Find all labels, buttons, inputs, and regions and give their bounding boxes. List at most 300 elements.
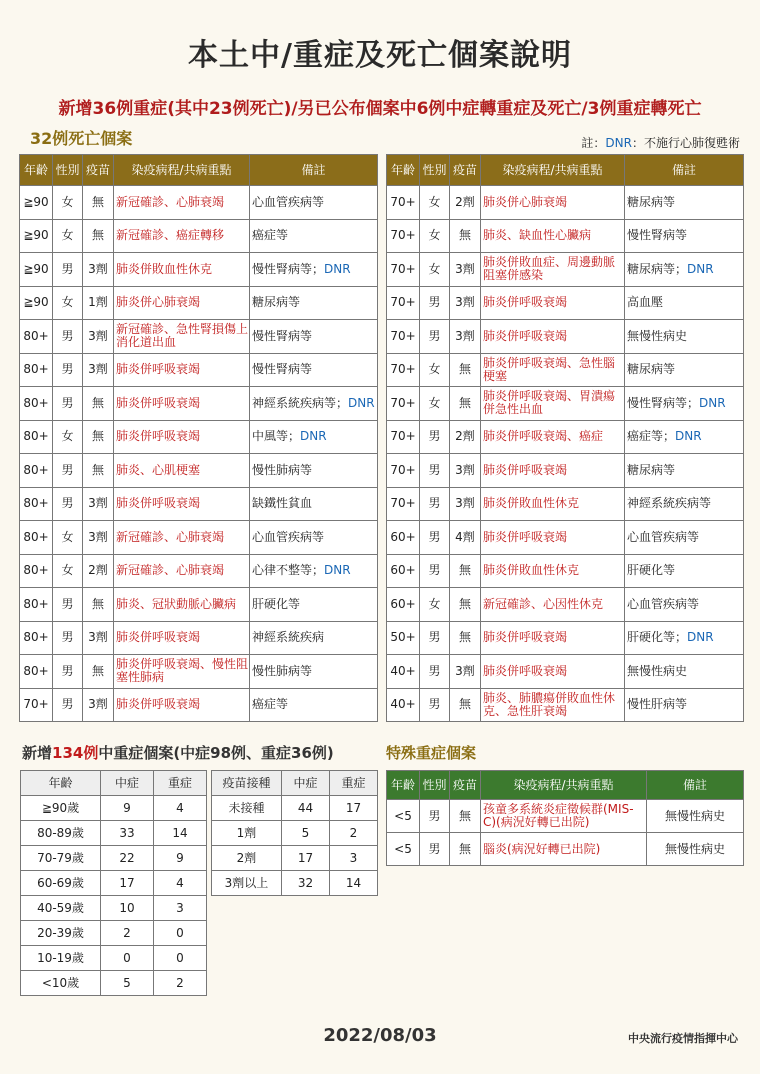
death-row (387, 219, 744, 253)
remark-text: 無慢性病史 (627, 663, 688, 678)
count-cell: 3 (154, 896, 207, 921)
header-sex: 性別 (53, 155, 83, 186)
header-course: 染疫病程/共病重點 (114, 155, 250, 186)
course-cell: 肺炎併呼吸衰竭、胃潰瘍併急性出血 (481, 387, 625, 421)
dnr-tag: DNR (324, 563, 351, 578)
count-cell: 0 (154, 921, 207, 946)
death-row (387, 454, 744, 488)
row-label-cell: 60-69歲 (21, 871, 101, 896)
remark-cell (250, 521, 378, 555)
remark-text: 糖尿病等 (627, 462, 676, 477)
special-row (387, 833, 744, 866)
sex-cell: 男 (53, 588, 83, 622)
count-cell: 32 (282, 871, 330, 896)
count-cell: 14 (330, 871, 378, 896)
remark-text: 心血管疾病等 (252, 529, 325, 544)
count-cell: 5 (101, 971, 154, 996)
sex-cell: 男 (420, 487, 450, 521)
death-row (20, 387, 378, 421)
sex-cell: 男 (53, 454, 83, 488)
count-cell: 0 (101, 946, 154, 971)
vaccine-cell: 3劑 (83, 253, 114, 287)
age-cell: 60+ (387, 521, 420, 555)
course-cell: 肺炎併呼吸衰竭 (114, 420, 250, 454)
header-sex: 性別 (420, 155, 450, 186)
page-title: 本土中/重症及死亡個案說明 (188, 38, 572, 73)
death-row (20, 420, 378, 454)
row-label-cell: 70-79歲 (21, 846, 101, 871)
course-cell: 肺炎併呼吸衰竭、急性腦梗塞 (481, 353, 625, 387)
vaccine-cell: 無 (83, 454, 114, 488)
vaccine-cell: 3劑 (83, 688, 114, 722)
age-cell: 70+ (387, 387, 420, 421)
header-course: 染疫病程/共病重點 (481, 155, 625, 186)
age-cell: ≧90 (20, 286, 53, 320)
vaccine-cell: 3劑 (83, 353, 114, 387)
remark-text: 心血管疾病等 (627, 529, 700, 544)
sex-cell: 男 (420, 655, 450, 689)
death-row (387, 353, 744, 387)
sex-cell: 女 (53, 286, 83, 320)
remark-text: 癌症等； (627, 429, 676, 444)
remark-cell (625, 219, 744, 253)
remark-cell (250, 387, 378, 421)
death-row (387, 320, 744, 354)
death-row (20, 487, 378, 521)
report-date: 2022/08/03 (323, 1025, 437, 1046)
remark-text: 心血管疾病等 (627, 596, 700, 611)
course-cell: 肺炎併呼吸衰竭 (114, 387, 250, 421)
remark-cell (625, 621, 744, 655)
vaccine-cell: 3劑 (450, 655, 481, 689)
row-label-cell: 未接種 (212, 796, 282, 821)
row-label-cell: 10-19歲 (21, 946, 101, 971)
remark-text: 慢性腎病等 (627, 228, 688, 243)
remark-cell (250, 655, 378, 689)
row-label-cell: 20-39歲 (21, 921, 101, 946)
remark-cell (625, 387, 744, 421)
vaccine-cell: 3劑 (83, 320, 114, 354)
death-row (387, 253, 744, 287)
count-cell: 17 (330, 796, 378, 821)
remark-cell (250, 487, 378, 521)
remark-text: 慢性腎病等 (252, 328, 313, 343)
age-cell: 70+ (387, 286, 420, 320)
dnr-tag: DNR (687, 630, 714, 645)
remark-text: 神經系統疾病 (252, 630, 325, 645)
course-cell: 肺炎併呼吸衰竭、癌症 (481, 420, 625, 454)
table-row (21, 946, 207, 971)
vaccine-cell: 3劑 (450, 286, 481, 320)
course-cell: 肺炎、缺血性心臟病 (481, 219, 625, 253)
age-cell: 40+ (387, 688, 420, 722)
table-row (21, 921, 207, 946)
row-label-cell: 40-59歲 (21, 896, 101, 921)
sex-cell: 男 (420, 800, 450, 833)
vaccine-header-severe: 重症 (330, 771, 378, 796)
remark-text: 慢性腎病等 (252, 362, 313, 377)
table-row (212, 846, 378, 871)
remark-cell (625, 186, 744, 220)
death-row (387, 487, 744, 521)
sex-cell: 男 (53, 487, 83, 521)
vaccine-cell: 無 (83, 655, 114, 689)
count-cell: 2 (101, 921, 154, 946)
count-cell: 9 (101, 796, 154, 821)
special-header-sex: 性別 (420, 771, 450, 800)
vaccine-cell: 3劑 (450, 253, 481, 287)
table-row (21, 971, 207, 996)
row-label-cell: 2劑 (212, 846, 282, 871)
death-table-left (19, 154, 378, 722)
age-cell: 80+ (20, 487, 53, 521)
special-row (387, 800, 744, 833)
sex-cell: 女 (420, 353, 450, 387)
count-cell: 3 (330, 846, 378, 871)
age-cell: 70+ (387, 186, 420, 220)
organization-name: 中央流行疫情指揮中心 (628, 1032, 738, 1045)
remark-cell (250, 353, 378, 387)
sex-cell: 女 (53, 554, 83, 588)
age-cell: ≧90 (20, 186, 53, 220)
death-row (387, 186, 744, 220)
row-label-cell: 1劑 (212, 821, 282, 846)
remark-text: 慢性腎病等； (627, 395, 700, 410)
death-row (20, 219, 378, 253)
sex-cell: 女 (53, 186, 83, 220)
course-cell: 新冠確診、心肺衰竭 (114, 521, 250, 555)
vaccine-cell: 3劑 (450, 487, 481, 521)
age-header-severe: 重症 (154, 771, 207, 796)
age-cell: <5 (387, 800, 420, 833)
dnr-tag: DNR (699, 395, 726, 410)
severe-suffix: 中重症個案(中症98例、重症36例) (98, 744, 334, 762)
vaccine-cell: 無 (450, 621, 481, 655)
vaccine-cell: 無 (450, 353, 481, 387)
count-cell: 5 (282, 821, 330, 846)
sex-cell: 男 (53, 353, 83, 387)
sex-cell: 男 (420, 286, 450, 320)
count-cell: 0 (154, 946, 207, 971)
sex-cell: 男 (53, 320, 83, 354)
course-cell: 肺炎、肺膿瘍併敗血性休克、急性肝衰竭 (481, 688, 625, 722)
death-row (387, 621, 744, 655)
course-cell: 肺炎併呼吸衰竭 (114, 688, 250, 722)
remark-text: 神經系統疾病等； (252, 395, 349, 410)
death-row (20, 554, 378, 588)
sex-cell: 男 (420, 833, 450, 866)
age-cell: 70+ (387, 487, 420, 521)
sex-cell: 女 (53, 219, 83, 253)
vaccine-cell: 無 (83, 420, 114, 454)
dnr-tag: DNR (675, 429, 702, 444)
course-cell: 孩童多系統炎症徵候群(MIS-C)(病況好轉已出院) (481, 800, 647, 833)
course-cell: 肺炎、心肌梗塞 (114, 454, 250, 488)
dnr-tag: DNR (687, 261, 714, 276)
age-cell: 80+ (20, 621, 53, 655)
vaccine-cell: 無 (83, 588, 114, 622)
table-row (21, 896, 207, 921)
age-cell: 70+ (387, 320, 420, 354)
note-suffix: ：不施行心肺復甦術 (631, 136, 740, 150)
row-label-cell: 80-89歲 (21, 821, 101, 846)
count-cell: 10 (101, 896, 154, 921)
count-cell: 33 (101, 821, 154, 846)
sex-cell: 男 (53, 688, 83, 722)
vaccine-cell: 3劑 (83, 487, 114, 521)
age-cell: 80+ (20, 554, 53, 588)
vaccine-cell: 2劑 (450, 186, 481, 220)
vaccine-cell: 無 (450, 688, 481, 722)
course-cell: 新冠確診、癌症轉移 (114, 219, 250, 253)
sex-cell: 女 (420, 588, 450, 622)
death-row (387, 387, 744, 421)
age-header-moderate: 中症 (101, 771, 154, 796)
course-cell: 肺炎併敗血性休克 (481, 554, 625, 588)
course-cell: 肺炎併呼吸衰竭 (481, 286, 625, 320)
age-cell: 70+ (387, 253, 420, 287)
vaccine-cell: 3劑 (450, 320, 481, 354)
death-row (20, 454, 378, 488)
age-cell: ≧90 (20, 253, 53, 287)
age-cell: 80+ (20, 521, 53, 555)
vaccine-cell: 無 (450, 833, 481, 866)
sex-cell: 女 (53, 521, 83, 555)
sex-cell: 男 (53, 253, 83, 287)
severe-prefix: 新增 (22, 744, 53, 762)
header-vaccine: 疫苗 (450, 155, 481, 186)
course-cell: 新冠確診、心肺衰竭 (114, 554, 250, 588)
vaccine-cell: 3劑 (83, 621, 114, 655)
count-cell: 4 (154, 796, 207, 821)
remark-text: 無慢性病史 (627, 328, 688, 343)
dnr-tag: DNR (324, 261, 351, 276)
death-row (387, 554, 744, 588)
sex-cell: 女 (53, 420, 83, 454)
remark-text: 中風等； (252, 429, 301, 444)
death-row (20, 253, 378, 287)
death-row (387, 286, 744, 320)
remark-cell (250, 588, 378, 622)
special-header-vaccine: 疫苗 (450, 771, 481, 800)
remark-text: 癌症等 (252, 228, 289, 243)
course-cell: 肺炎併呼吸衰竭 (114, 487, 250, 521)
age-cell: 70+ (20, 688, 53, 722)
course-cell: 肺炎、冠狀動脈心臟病 (114, 588, 250, 622)
death-row (387, 588, 744, 622)
count-cell: 22 (101, 846, 154, 871)
course-cell: 肺炎併呼吸衰竭 (114, 353, 250, 387)
remark-cell: 無慢性病史 (647, 833, 744, 866)
course-cell: 新冠確診、心肺衰竭 (114, 186, 250, 220)
remark-text: 慢性肺病等 (252, 462, 313, 477)
vaccine-cell: 無 (450, 800, 481, 833)
table-row (21, 821, 207, 846)
special-section-title: 特殊重症個案 (386, 744, 477, 762)
sex-cell: 女 (420, 219, 450, 253)
remark-cell (250, 420, 378, 454)
remark-cell (625, 253, 744, 287)
remark-cell (250, 554, 378, 588)
dnr-tag: DNR (300, 429, 327, 444)
remark-text: 糖尿病等 (627, 194, 676, 209)
vaccine-cell: 無 (450, 387, 481, 421)
remark-cell (625, 655, 744, 689)
remark-cell (625, 353, 744, 387)
vaccine-cell: 無 (450, 588, 481, 622)
vaccine-header-moderate: 中症 (282, 771, 330, 796)
remark-text: 高血壓 (627, 295, 664, 310)
sex-cell: 女 (420, 387, 450, 421)
count-cell: 2 (154, 971, 207, 996)
sex-cell: 男 (420, 521, 450, 555)
header-age: 年齡 (387, 155, 420, 186)
sex-cell: 男 (53, 655, 83, 689)
age-cell: 80+ (20, 454, 53, 488)
vaccine-cell: 無 (83, 387, 114, 421)
remark-text: 慢性肝病等 (627, 697, 688, 712)
age-cell: 60+ (387, 588, 420, 622)
remark-cell (250, 186, 378, 220)
age-cell: 40+ (387, 655, 420, 689)
note-prefix: 註： (581, 136, 606, 150)
sex-cell: 男 (420, 454, 450, 488)
severe-count: 134例 (52, 744, 99, 762)
remark-cell (625, 521, 744, 555)
severe-section-title (22, 742, 334, 763)
vaccine-cell: 3劑 (450, 454, 481, 488)
course-cell: 腦炎(病況好轉已出院) (481, 833, 647, 866)
remark-text: 糖尿病等 (627, 362, 676, 377)
death-row (20, 320, 378, 354)
age-cell: 80+ (20, 353, 53, 387)
remark-cell (625, 554, 744, 588)
special-header-remark: 備註 (647, 771, 744, 800)
remark-cell (250, 688, 378, 722)
death-row (20, 521, 378, 555)
remark-cell (625, 320, 744, 354)
remark-cell (250, 320, 378, 354)
course-cell: 肺炎併敗血症、周邊動脈阻塞併感染 (481, 253, 625, 287)
count-cell: 14 (154, 821, 207, 846)
count-cell: 9 (154, 846, 207, 871)
sex-cell: 男 (53, 387, 83, 421)
age-cell: 60+ (387, 554, 420, 588)
death-row (387, 688, 744, 722)
course-cell: 肺炎併呼吸衰竭 (481, 320, 625, 354)
sex-cell: 男 (420, 320, 450, 354)
vaccine-cell: 無 (450, 219, 481, 253)
age-cell: 70+ (387, 353, 420, 387)
age-cell: 50+ (387, 621, 420, 655)
remark-cell (625, 688, 744, 722)
age-cell: 70+ (387, 219, 420, 253)
remark-text: 慢性肺病等 (252, 663, 313, 678)
row-label-cell: ≧90歲 (21, 796, 101, 821)
vaccine-cell: 無 (83, 219, 114, 253)
course-cell: 肺炎併心肺衰竭 (114, 286, 250, 320)
count-cell: 17 (101, 871, 154, 896)
death-row (20, 688, 378, 722)
table-row (212, 796, 378, 821)
table-row (21, 846, 207, 871)
remark-cell (250, 454, 378, 488)
age-cell: 70+ (387, 454, 420, 488)
remark-cell (625, 454, 744, 488)
dnr-note (581, 134, 740, 151)
remark-text: 心血管疾病等 (252, 194, 325, 209)
sex-cell: 男 (420, 554, 450, 588)
death-table-right (386, 154, 744, 722)
age-cell: 70+ (387, 420, 420, 454)
row-label-cell: <10歲 (21, 971, 101, 996)
vaccine-cell: 2劑 (450, 420, 481, 454)
age-cell: <5 (387, 833, 420, 866)
table-row (212, 821, 378, 846)
sex-cell: 男 (420, 420, 450, 454)
course-cell: 肺炎併呼吸衰竭 (481, 454, 625, 488)
table-row (21, 871, 207, 896)
vaccine-header-status: 疫苗接種 (212, 771, 282, 796)
vaccine-cell: 無 (450, 554, 481, 588)
remark-cell: 無慢性病史 (647, 800, 744, 833)
note-dnr: DNR (605, 136, 632, 150)
death-row (20, 655, 378, 689)
remark-text: 肝硬化等 (627, 563, 676, 578)
remark-text: 缺鐵性貧血 (252, 496, 313, 511)
remark-text: 肝硬化等 (252, 596, 301, 611)
course-cell: 新冠確診、心因性休克 (481, 588, 625, 622)
sex-cell: 男 (53, 621, 83, 655)
age-cell: 80+ (20, 655, 53, 689)
course-cell: 肺炎併呼吸衰竭 (481, 521, 625, 555)
special-table (386, 770, 744, 866)
special-header-course: 染疫病程/共病重點 (481, 771, 647, 800)
remark-cell (250, 286, 378, 320)
death-row (20, 186, 378, 220)
remark-cell (250, 253, 378, 287)
remark-cell (250, 219, 378, 253)
age-header-age: 年齡 (21, 771, 101, 796)
course-cell: 肺炎併呼吸衰竭、慢性阻塞性肺病 (114, 655, 250, 689)
header-remark: 備註 (250, 155, 378, 186)
death-row (387, 655, 744, 689)
header-age: 年齡 (20, 155, 53, 186)
course-cell: 肺炎併呼吸衰竭 (114, 621, 250, 655)
death-row (387, 420, 744, 454)
remark-cell (625, 588, 744, 622)
age-cell: 80+ (20, 320, 53, 354)
remark-text: 癌症等 (252, 697, 289, 712)
vaccine-cell: 1劑 (83, 286, 114, 320)
sex-cell: 女 (420, 186, 450, 220)
count-cell: 44 (282, 796, 330, 821)
dnr-tag: DNR (348, 395, 375, 410)
death-row (20, 353, 378, 387)
sex-cell: 男 (420, 688, 450, 722)
remark-text: 慢性腎病等； (252, 261, 325, 276)
count-cell: 17 (282, 846, 330, 871)
table-row (21, 796, 207, 821)
row-label-cell: 3劑以上 (212, 871, 282, 896)
remark-cell (625, 487, 744, 521)
remark-cell (625, 420, 744, 454)
special-header-age: 年齡 (387, 771, 420, 800)
vaccine-cell: 3劑 (83, 521, 114, 555)
count-cell: 4 (154, 871, 207, 896)
course-cell: 肺炎併呼吸衰竭 (481, 621, 625, 655)
table-row (212, 871, 378, 896)
